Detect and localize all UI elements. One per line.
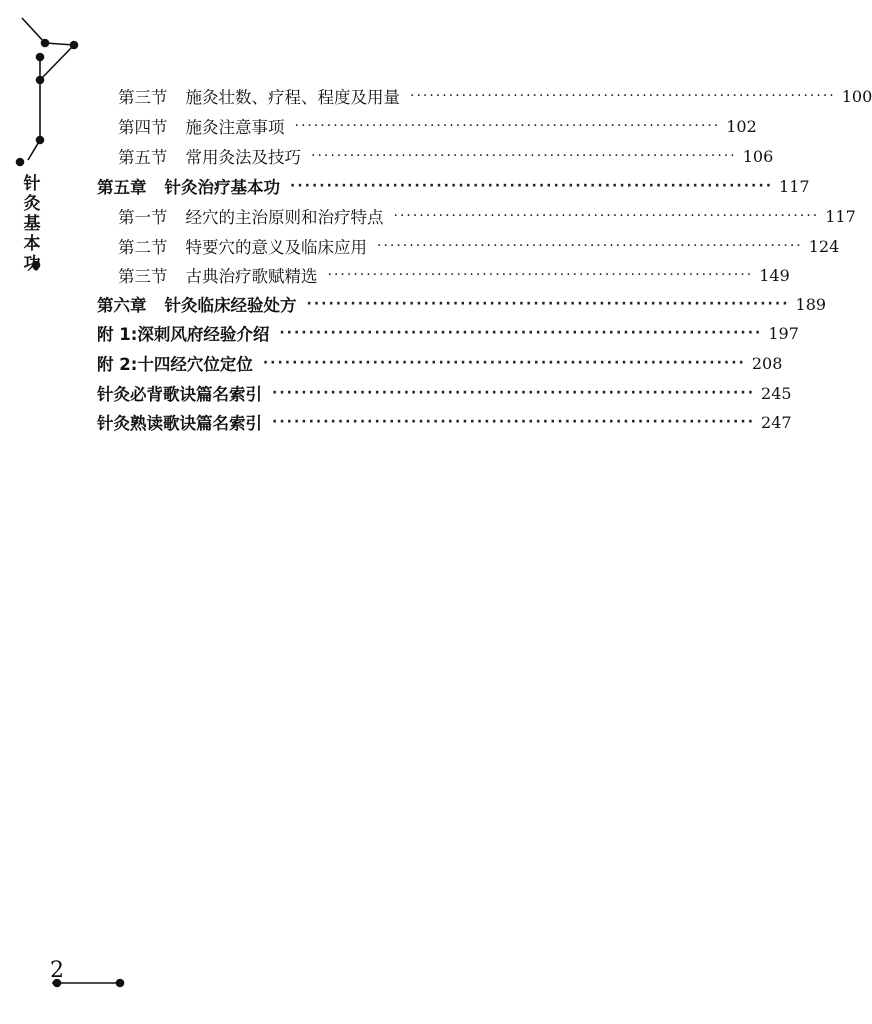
leader-dots: ·································································· [410,88,836,104]
entry-number: 第四节 [118,118,168,137]
toc-chapter-entry[interactable] [97,174,810,198]
leader-dots: ·································································· [294,118,721,134]
entry-number: 第二节 [118,238,168,257]
leader-dots: ·································································· [262,355,746,371]
entry-title: 施灸注意事项 [185,118,285,137]
entry-page: 124 [808,236,840,256]
entry-number: 第五章 [97,178,147,197]
leader-dots: ·································································· [272,414,756,430]
entry-number: 第五节 [118,148,168,167]
toc-index-entry[interactable] [97,381,792,405]
entry-page: 208 [751,353,783,373]
entry-title: 附 2:十四经穴位定位 [97,355,253,374]
entry-title: 常用灸法及技巧 [185,148,301,167]
toc-entry[interactable] [118,204,856,228]
toc-entry[interactable] [118,144,774,168]
toc-appendix-entry[interactable] [97,351,783,375]
entry-number: 第一节 [118,208,168,227]
side-title-char: 基 [23,214,41,234]
entry-title: 针灸治疗基本功 [164,178,280,197]
toc-appendix-entry[interactable] [97,321,799,345]
entry-number: 第三节 [118,88,168,107]
entry-title: 特要穴的意义及临床应用 [185,238,367,257]
entry-title: 施灸壮数、疗程、程度及用量 [185,88,400,107]
toc-entry[interactable] [118,84,872,108]
entry-title: 针灸熟读歌诀篇名索引 [97,414,262,433]
toc-entry[interactable] [118,234,840,258]
leader-dots: ·································································· [290,178,774,194]
side-title-char: 本 [23,234,41,254]
leader-dots: ·································································· [327,267,754,283]
entry-page: 245 [761,383,792,403]
entry-page: 247 [761,412,792,432]
side-title-char: 功 [23,254,41,274]
entry-page: 100 [841,86,872,106]
toc-entry[interactable] [118,114,757,138]
leader-dots: ·································································· [272,385,756,401]
entry-page: 117 [779,176,810,196]
toc-index-entry[interactable] [97,410,792,434]
entry-page: 102 [726,116,757,136]
entry-title: 针灸临床经验处方 [164,296,297,315]
leader-dots: ·································································· [279,325,763,341]
entry-page: 106 [742,146,774,166]
entry-page: 197 [768,323,799,343]
entry-title: 古典治疗歌赋精选 [185,267,318,286]
entry-number: 第三节 [118,267,168,286]
leader-dots: ·································································· [306,296,790,312]
leader-dots: ·································································· [377,238,803,254]
leader-dots: ·································································· [393,208,820,224]
entry-title: 针灸必背歌诀篇名索引 [97,385,262,404]
side-title-char: 针 [23,174,41,194]
entry-title: 经穴的主治原则和治疗特点 [185,208,384,227]
page-number: 2 [50,958,64,983]
toc-entry[interactable] [118,263,790,287]
entry-page: 149 [759,265,790,285]
entry-page: 189 [795,294,827,314]
leader-dots: ·································································· [311,148,737,164]
toc-chapter-entry[interactable] [97,292,827,316]
entry-title: 附 1:深刺风府经验介绍 [97,325,270,344]
side-title-char: 灸 [23,194,41,214]
entry-number: 第六章 [97,296,147,315]
entry-page: 117 [825,206,856,226]
side-book-title [22,174,42,274]
